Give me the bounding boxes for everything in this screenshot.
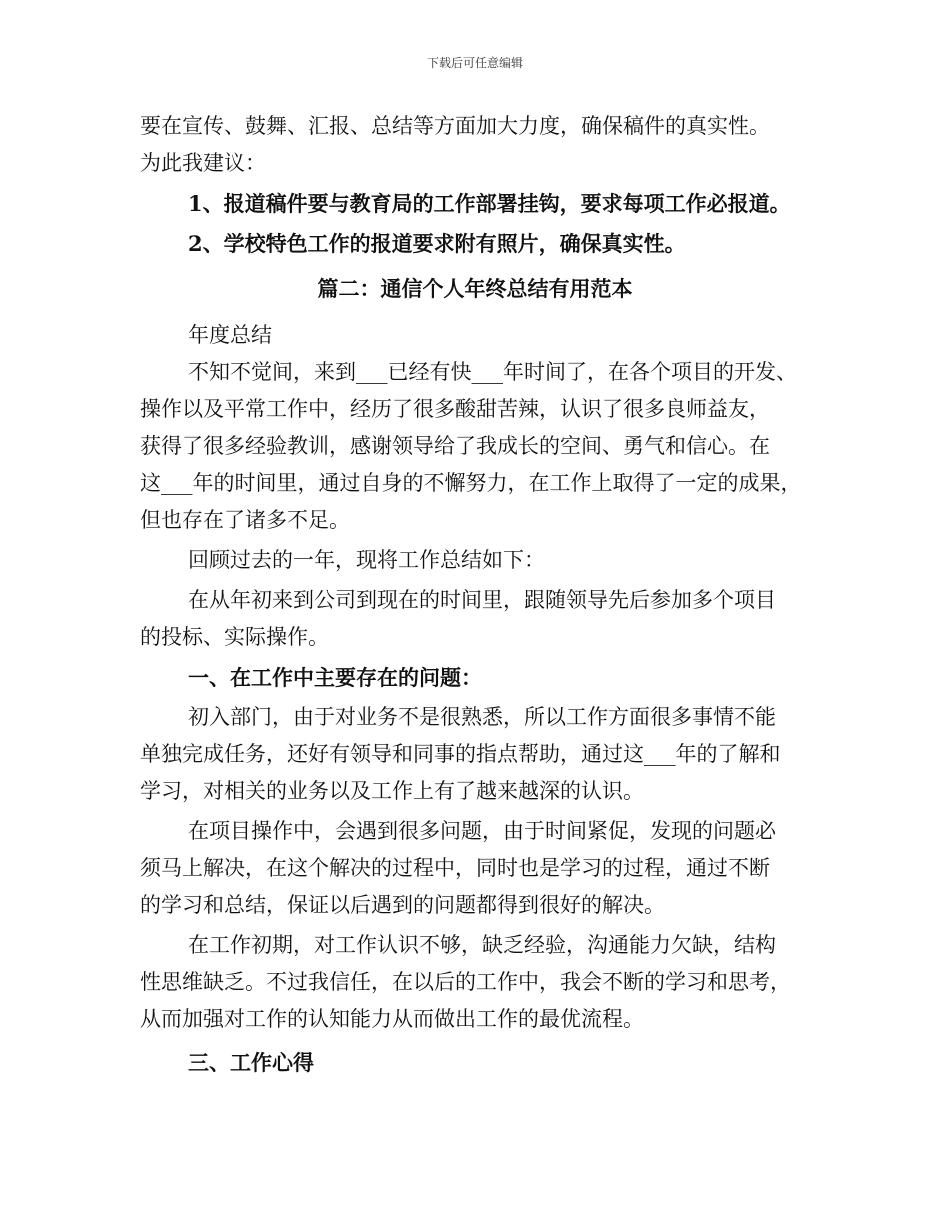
- paragraph-line: 性思维缺乏。不过我信任，在以后的工作中，我会不断的学习和思考，: [140, 970, 791, 994]
- heading-problems: 一、在工作中主要存在的问题：: [188, 665, 482, 690]
- subheading-annual: 年度总结: [188, 323, 272, 347]
- paragraph-line: 在工作初期，对工作认识不够，缺乏经验，沟通能力欠缺，结构: [188, 933, 776, 957]
- paragraph-line: 单独完成任务，还好有领导和同事的指点帮助，通过这___年的了解和: [140, 742, 781, 766]
- paragraph-line: 要在宣传、鼓舞、汇报、总结等方面加大力度，确保稿件的真实性。: [140, 114, 770, 138]
- heading-experience: 三、工作心得: [188, 1050, 314, 1075]
- paragraph-line: 但也存在了诸多不足。: [140, 508, 350, 532]
- paragraph-line: 获得了很多经验教训，感谢领导给了我成长的空间、勇气和信心。在: [140, 434, 770, 458]
- paragraph-line: 从而加强对工作的认知能力从而做出工作的最优流程。: [140, 1007, 644, 1031]
- paragraph-line: 回顾过去的一年，现将工作总结如下：: [188, 548, 545, 572]
- header-note: 下载后可任意编辑: [426, 56, 523, 70]
- paragraph-line: 操作以及平常工作中，经历了很多酸甜苦辣，认识了很多良师益友，: [140, 397, 770, 421]
- paragraph-line: 这___年的时间里，通过自身的不懈努力，在工作上取得了一定的成果，: [140, 471, 802, 495]
- paragraph-line: 不知不觉间，来到___已经有快___年时间了，在各个项目的开发、: [188, 360, 797, 384]
- paragraph-line: 的学习和总结，保证以后遇到的问题都得到很好的解决。: [140, 893, 665, 917]
- paragraph-line: 须马上解决，在这个解决的过程中，同时也是学习的过程，通过不断: [140, 856, 770, 880]
- paragraph-line: 在从年初来到公司到现在的时间里，跟随领导先后参加多个项目: [188, 588, 776, 612]
- paragraph-line: 的投标、实际操作。: [140, 625, 329, 649]
- paragraph-line: 在项目操作中，会遇到很多问题，由于时间紧促，发现的问题必: [188, 819, 776, 843]
- paragraph-line: 为此我建议：: [140, 151, 266, 175]
- paragraph-line: 学习，对相关的业务以及工作上有了越来越深的认识。: [140, 779, 644, 803]
- paragraph-line: 初入部门，由于对业务不是很熟悉，所以工作方面很多事情不能: [188, 705, 776, 729]
- section-title: 篇二：通信个人年终总结有用范本: [317, 276, 633, 301]
- document-body: [140, 108, 810, 1081]
- suggestion-1: 1、报道稿件要与教育局的工作部署挂钩，要求每项工作必报道。: [188, 191, 791, 216]
- suggestion-2: 2、学校特色工作的报道要求附有照片，确保真实性。: [188, 231, 686, 256]
